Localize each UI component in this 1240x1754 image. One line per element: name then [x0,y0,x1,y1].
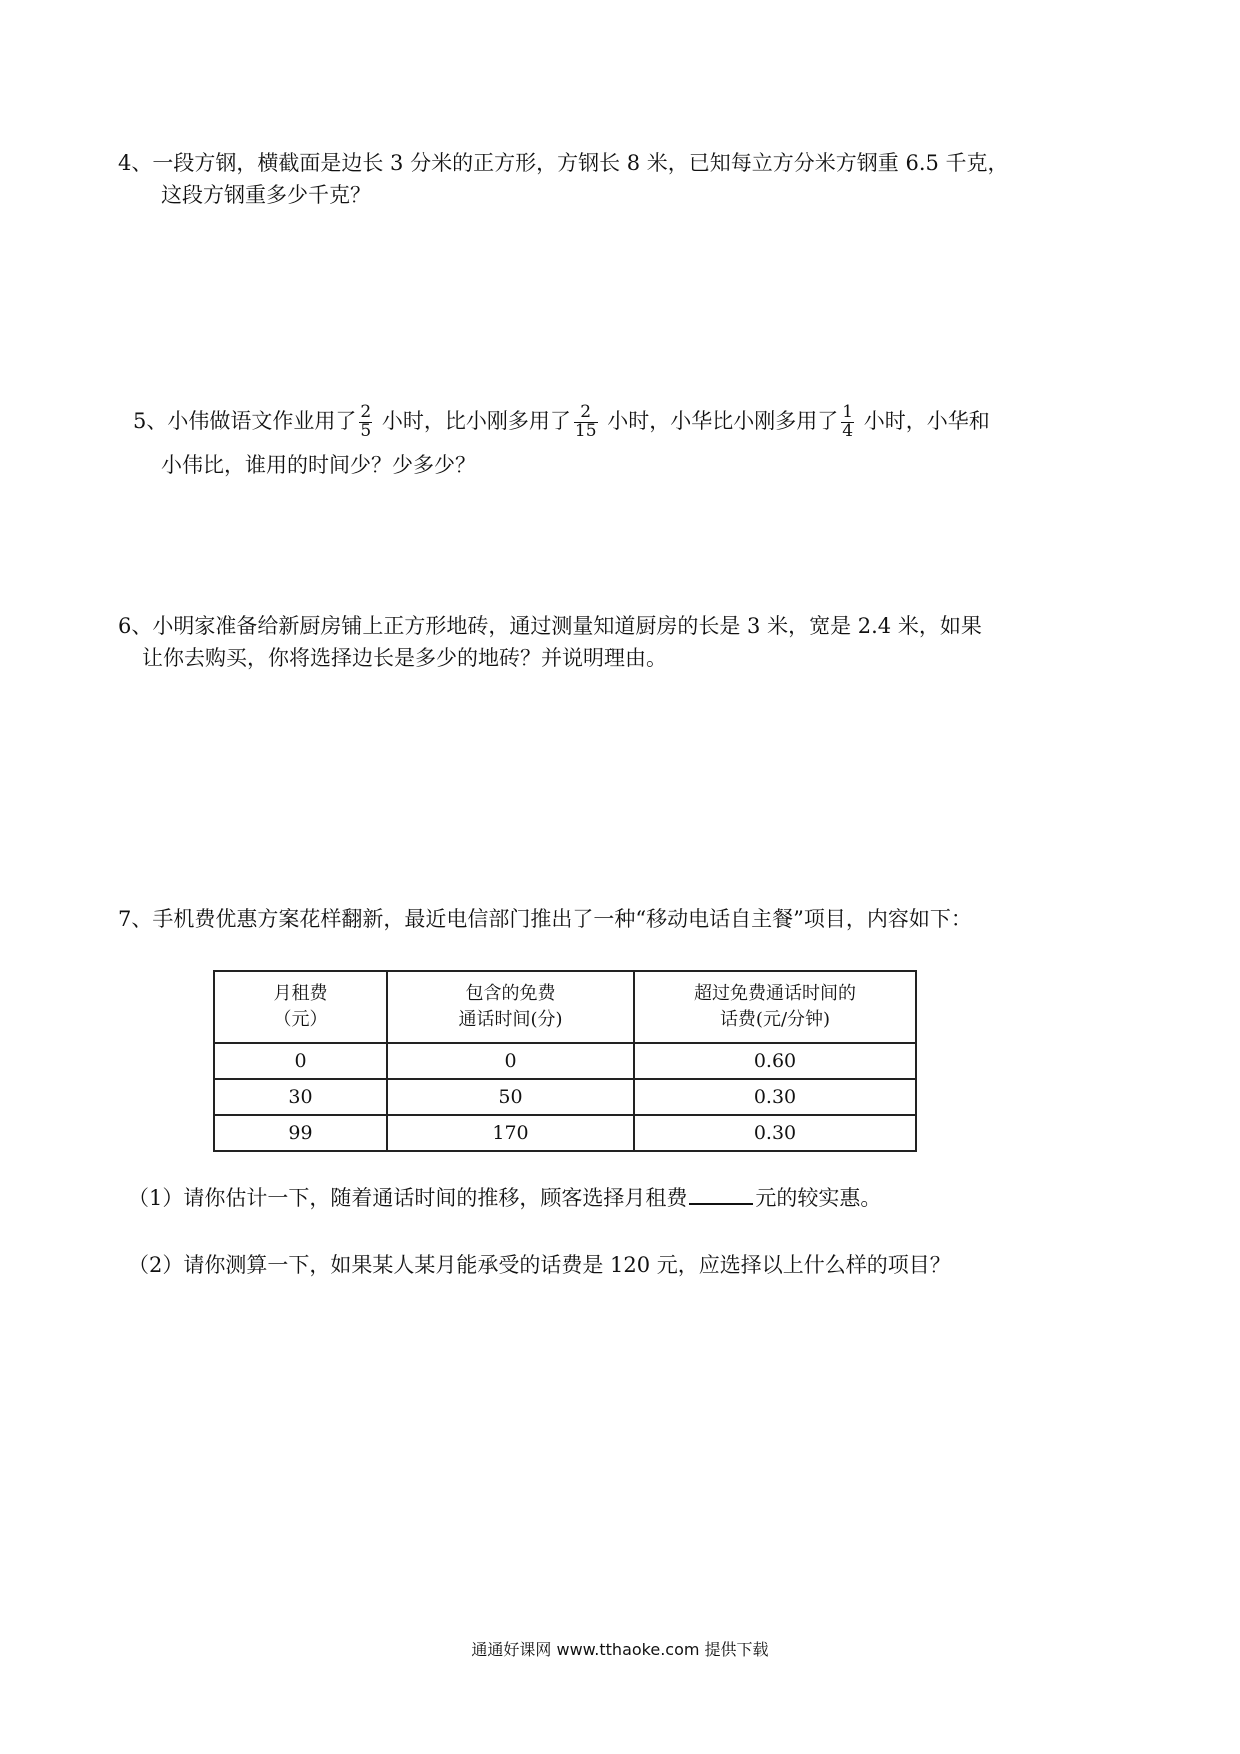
fraction-denominator: 5 [360,421,372,441]
header-text: 包含的免费 [465,982,556,1004]
fraction-numerator: 1 [842,402,854,423]
question-4 [118,148,1009,211]
table-cell: 99 [214,1115,387,1151]
table-header-row [214,971,916,1043]
table-cell: 0.30 [634,1115,916,1151]
question-6-line-2: 让你去购买，你将选择边长是多少的地砖？并说明理由。 [142,645,667,670]
question-5 [133,392,990,482]
table-header-cell [214,971,387,1043]
table-cell: 30 [214,1079,387,1115]
question-7-part-1-text-after: 元的较实惠。 [755,1186,882,1210]
table-cell: 0.30 [634,1079,916,1115]
fraction-numerator: 2 [360,402,372,423]
question-7-part-2: （2）请你测算一下，如果某人某月能承受的话费是 120 元，应选择以上什么样的项目？ [128,1253,951,1277]
table-cell: 0.60 [634,1043,916,1079]
table-cell: 0 [387,1043,634,1079]
question-7-part-1 [128,1183,881,1215]
header-text: 话费(元/分钟) [719,1009,831,1030]
table-header-cell [634,971,916,1043]
question-7-part-1-text-before: （1）请你估计一下，随着通话时间的推移，顾客选择月租费 [128,1186,688,1210]
question-4-line-2: 这段方钢重多少千克？ [161,182,371,207]
header-text: （元） [273,1009,328,1030]
fraction-1-4 [841,404,854,441]
fraction-denominator: 15 [574,421,597,441]
question-6 [118,611,982,674]
question-5-text-1: 5、小伟做语文作业用了 [133,409,357,433]
question-5-line-2: 小伟比，谁用的时间少？少多少？ [161,453,476,477]
table-cell: 0 [214,1043,387,1079]
question-5-text-2: 小时，比小刚多用了 [375,409,571,433]
question-5-text-3: 小时，小华比小刚多用了 [600,409,839,433]
table-row [214,1079,916,1115]
table-cell: 170 [387,1115,634,1151]
table-row [214,1115,916,1151]
question-6-line-1: 6、小明家准备给新厨房铺上正方形地砖，通过测量知道厨房的长是 3 米，宽是 2.4 米，如果 [118,614,982,638]
header-text: 月租费 [273,982,328,1004]
fee-plan-table [213,970,917,1152]
header-text: 超过免费通话时间的 [694,982,856,1004]
header-text: 通话时间(分) [458,1009,563,1030]
fraction-numerator: 2 [580,402,592,423]
question-5-text-4: 小时，小华和 [857,409,990,433]
table-row [214,1043,916,1079]
answer-blank[interactable] [689,1183,753,1205]
fraction-2-15 [574,404,598,441]
question-4-line-1: 4、一段方钢，横截面是边长 3 分米的正方形，方钢长 8 米，已知每立方分米方钢重 6.5 千克， [118,151,1009,175]
table-cell: 50 [387,1079,634,1115]
table-header-cell [387,971,634,1043]
fraction-denominator: 4 [842,421,854,441]
question-5-line-1 [133,392,990,450]
fraction-2-5 [359,404,372,441]
question-7-intro: 7、手机费优惠方案花样翻新，最近电信部门推出了一种“移动电话自主餐”项目，内容如下： [118,907,972,931]
footer-credit: 通通好课网 www.tthaoke.com 提供下载 [471,1640,769,1659]
